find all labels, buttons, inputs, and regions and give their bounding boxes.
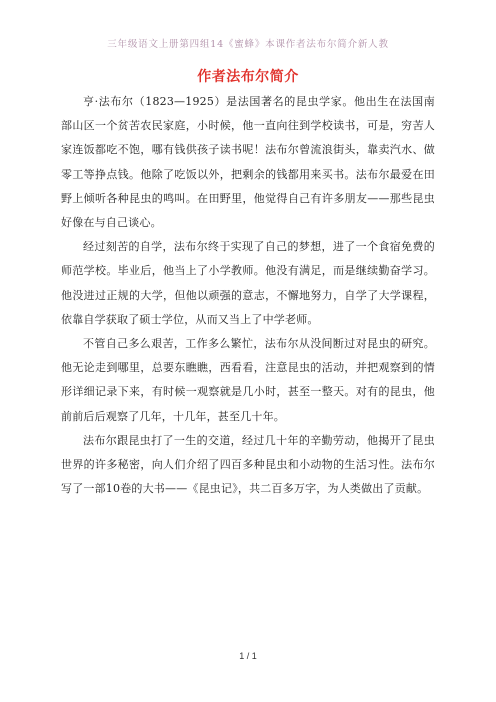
paragraph: 法布尔跟昆虫打了一生的交道，经过几十年的辛勤劳动，他揭开了昆虫世界的许多秘密，向人们介绍了四百多种昆虫和小动物的生活习性。法布尔写了一部10卷的大书——《昆虫记》，共二百多万字，为人类做出了贡献。 <box>61 433 435 496</box>
document-body <box>61 90 435 501</box>
paragraph: 经过刻苦的自学，法布尔终于实现了自己的梦想，进了一个食宿免费的师范学校。毕业后，他当上了小学教师。他没有满足，而是继续勤奋学习。他没进过正规的大学，但他以顽强的意志，不懈地努力，自学了大学课程，依靠自学获取了硕士学位，从而又当上了中学老师。 <box>61 240 435 326</box>
document-title: 作者法布尔简介 <box>197 69 299 85</box>
page-header: 三年级语文上册第四组14《蜜蜂》本课作者法布尔简介新人教 <box>107 39 389 50</box>
page-number: 1 / 1 <box>239 651 257 661</box>
paragraph: 亨·法布尔（1823—1925）是法国著名的昆虫学家。他出生在法国南部山区一个贫苦农民家庭，小时候，他一直向往到学校读书，可是，穷苦人家连饭都吃不饱，哪有钱供孩子读书呢！法布尔曾流浪街头，靠卖汽水、做零工等挣点钱。他除了吃饭以外，把剩余的钱都用来买书。法布尔最爱在田野上倾听各种昆虫的鸣叫。在田野里，他觉得自己有许多朋友——那些昆虫好像在与自己谈心。 <box>61 95 435 230</box>
paragraph: 不管自己多么艰苦，工作多么繁忙，法布尔从没间断过对昆虫的研究。他无论走到哪里，总要东瞧瞧，西看看，注意昆虫的活动，并把观察到的情形详细记录下来，有时候一观察就是几小时，甚至一整天。对有的昆虫，他前前后后观察了几年，十几年，甚至几十年。 <box>61 337 435 423</box>
